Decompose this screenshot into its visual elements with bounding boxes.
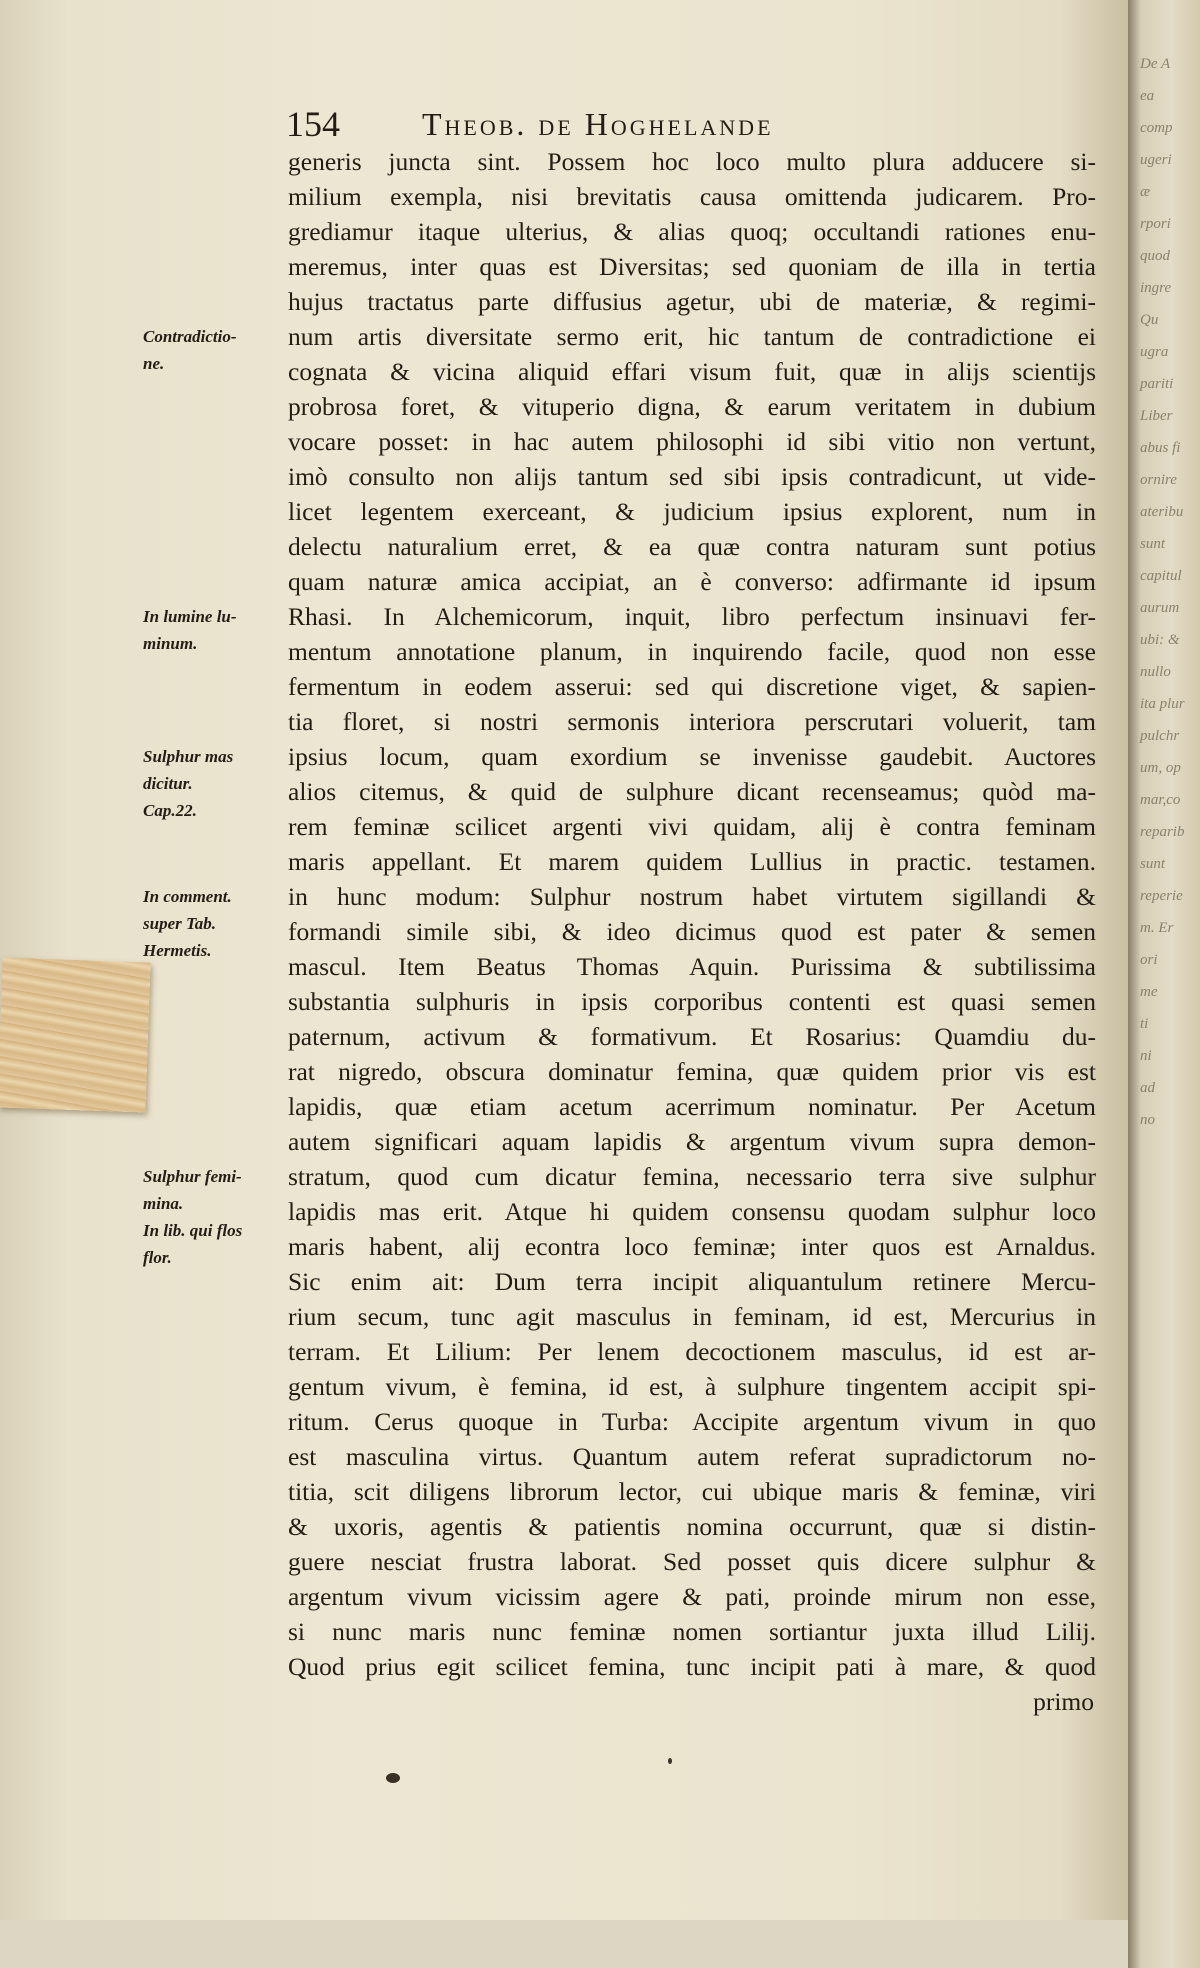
facing-page-fragment: nullo <box>1140 664 1171 680</box>
facing-page-fragment: sunt <box>1140 536 1166 552</box>
margin-note-line: flor. <box>143 1248 172 1267</box>
facing-page-fragment: reperie <box>1140 888 1183 904</box>
text-line: vocare posset: in hac autem philosophi id sibi vitio non vertunt, <box>288 427 1096 456</box>
text-line: ipsius locum, quam exordium se invenisse gaudebit. Auctores <box>288 742 1096 771</box>
facing-page-fragment: reparib <box>1140 824 1185 840</box>
facing-page-fragment: m. Er <box>1140 920 1174 936</box>
text-line: si nunc maris nunc feminæ nomen sortiantur juxta illud Lilij. <box>288 1617 1096 1646</box>
facing-page-fragment: pulchr <box>1140 728 1180 744</box>
text-line: fermentum in eodem asserui: sed qui discretione viget, & sapien- <box>288 672 1096 701</box>
text-line: est masculina virtus. Quantum autem referat supradictorum no- <box>288 1442 1096 1471</box>
text-line: formandi simile sibi, & ideo dicimus quod est pater & semen <box>288 917 1096 946</box>
margin-note-line: In lumine lu- <box>143 607 237 626</box>
facing-page-fragment: Qu <box>1140 312 1159 328</box>
facing-page-fragment: no <box>1140 1112 1155 1128</box>
text-line: rem feminæ scilicet argenti vivi quidam, alij è contra feminam <box>288 812 1096 841</box>
text-line: guere nesciat frustra laborat. Sed posset quis dicere sulphur & <box>288 1547 1096 1576</box>
text-line: tia floret, si nostri sermonis interiora perscrutari voluerit, tam <box>288 707 1096 736</box>
margin-note <box>143 1163 288 1271</box>
text-line: lapidis mas erit. Atque hi quidem consensu quodam sulphur loco <box>288 1197 1096 1226</box>
text-line: terram. Et Lilium: Per lenem decoctionem masculus, id est ar- <box>288 1337 1096 1366</box>
facing-page-fragment: rpori <box>1140 216 1171 232</box>
text-line: quam naturæ amica accipiat, an è converso: adfirmante id ipsum <box>288 567 1096 596</box>
text-line: rium secum, tunc agit masculus in feminam, id est, Mercurius in <box>288 1302 1096 1331</box>
main-text <box>288 144 1096 1719</box>
text-line: lapidis, quæ etiam acetum acerrimum nominatur. Per Acetum <box>288 1092 1096 1121</box>
text-line: titia, scit diligens librorum lector, cui ubique maris & feminæ, viri <box>288 1477 1096 1506</box>
text-line: generis juncta sint. Possem hoc loco multo plura adducere si- <box>288 147 1096 176</box>
facing-page-fragment: ori <box>1140 952 1158 968</box>
text-line: ritum. Cerus quoque in Turba: Accipite argentum vivum in quo <box>288 1407 1096 1436</box>
facing-page-fragment: mar,co <box>1140 792 1181 808</box>
facing-page-fragment: ingre <box>1140 280 1172 296</box>
margin-note-line: Hermetis. <box>143 941 212 960</box>
margin-note-line: Sulphur mas <box>143 747 234 766</box>
margin-note-line: In comment. <box>143 887 232 906</box>
text-line: probrosa foret, & vituperio digna, & earum veritatem in dubium <box>288 392 1096 421</box>
facing-page-fragment: ti <box>1140 1016 1149 1032</box>
running-head: Theob. de Hoghelande <box>422 106 774 142</box>
facing-page-fragment: comp <box>1140 120 1173 136</box>
text-line: stratum, quod cum dicatur femina, necessario terra sive sulphur <box>288 1162 1096 1191</box>
text-line: paternum, activum & formativum. Et Rosarius: Quamdiu du- <box>288 1022 1096 1051</box>
margin-note-line: minum. <box>143 634 198 653</box>
text-line: Rhasi. In Alchemicorum, inquit, libro perfectum insinuavi fer- <box>288 602 1096 631</box>
facing-page-fragment: aurum <box>1140 600 1180 616</box>
text-line: maris appellant. Et marem quidem Lullius in practic. testamen. <box>288 847 1096 876</box>
page-header <box>286 100 1096 148</box>
facing-page-fragment: me <box>1140 984 1158 1000</box>
text-line: delectu naturalium erret, & ea quæ contra naturam sunt potius <box>288 532 1096 561</box>
facing-page-fragment: Liber <box>1140 408 1173 424</box>
facing-page-fragment: ni <box>1140 1048 1152 1064</box>
text-line: imò consulto non alijs tantum sed sibi ipsis contradicunt, ut vide- <box>288 462 1096 491</box>
text-line: argentum vivum vicissim agere & pati, proinde mirum non esse, <box>288 1582 1096 1611</box>
margin-note-line: Cap.22. <box>143 801 197 820</box>
facing-page-fragment: ugeri <box>1140 152 1172 168</box>
margin-note-line: ne. <box>143 354 165 373</box>
facing-page-fragment: sunt <box>1140 856 1166 872</box>
text-line: grediamur itaque ulterius, & alias quoq; occultandi rationes enu- <box>288 217 1096 246</box>
text-line: Sic enim ait: Dum terra incipit aliquantulum retinere Mercu- <box>288 1267 1096 1296</box>
facing-page-fragment: ateribu <box>1140 504 1184 520</box>
facing-page-fragment: De A <box>1140 56 1171 72</box>
facing-page-edge <box>1128 0 1200 1968</box>
paper-bookmark <box>0 957 151 1112</box>
facing-page-fragment: ad <box>1140 1080 1155 1096</box>
text-line: Quod prius egit scilicet femina, tunc incipit pati à mare, & quod <box>288 1652 1096 1681</box>
margin-note-line: Contradictio- <box>143 327 237 346</box>
text-line: licet legentem exerceant, & judicium ipsius explorent, num in <box>288 497 1096 526</box>
text-line: rat nigredo, obscura dominatur femina, quæ quidem prior vis est <box>288 1057 1096 1086</box>
ink-speck <box>386 1773 400 1783</box>
text-line: mentum annotatione planum, in inquirendo facile, quod non esse <box>288 637 1096 666</box>
text-line: alios citemus, & quid de sulphure dicant recenseamus; quòd ma- <box>288 777 1096 806</box>
text-line: gentum vivum, è femina, id est, à sulphure tingentem accipit spi- <box>288 1372 1096 1401</box>
facing-page-fragment: abus fi <box>1140 440 1181 456</box>
text-line: maris habent, alij econtra loco feminæ; inter quos est Arnaldus. <box>288 1232 1096 1261</box>
text-line: milium exempla, nisi brevitatis causa omittenda judicarem. Pro- <box>288 182 1096 211</box>
facing-page-fragment: ubi: & <box>1140 632 1180 648</box>
facing-page-fragment: ugra <box>1140 344 1169 360</box>
facing-page-fragment: æ <box>1140 184 1151 200</box>
text-line: substantia sulphuris in ipsis corporibus contenti est quasi semen <box>288 987 1096 1016</box>
facing-page-fragment: um, op <box>1140 760 1181 776</box>
facing-page-fragment: ita plur <box>1140 696 1185 712</box>
text-line: & uxoris, agentis & patientis nomina occurrunt, quæ si distin- <box>288 1512 1096 1541</box>
margin-note-line: mina. <box>143 1194 184 1213</box>
text-line: meremus, inter quas est Diversitas; sed quoniam de illa in tertia <box>288 252 1096 281</box>
margin-note-line: dicitur. <box>143 774 193 793</box>
text-line: in hunc modum: Sulphur nostrum habet virtutem sigillandi & <box>288 882 1096 911</box>
facing-page-fragment: capitul <box>1140 568 1182 584</box>
margin-note-line: Sulphur femi- <box>143 1167 242 1186</box>
margin-note-line: In lib. qui flos <box>143 1221 243 1240</box>
margin-note-line: super Tab. <box>143 914 217 933</box>
text-line: num artis diversitate sermo erit, hic tantum de contradictione ei <box>288 322 1096 351</box>
text-line: autem significari aquam lapidis & argentum vivum supra demon- <box>288 1127 1096 1156</box>
margin-note <box>143 743 288 824</box>
page-number: 154 <box>286 104 340 144</box>
text-line: mascul. Item Beatus Thomas Aquin. Purissima & subtilissima <box>288 952 1096 981</box>
facing-page-fragment: ea <box>1140 88 1155 104</box>
margin-note <box>143 323 288 377</box>
facing-page-fragment: pariti <box>1140 376 1174 392</box>
facing-page-fragment: ornire <box>1140 472 1177 488</box>
facing-page-fragment: quod <box>1140 248 1170 264</box>
margin-note <box>143 603 288 657</box>
catchword: primo <box>1033 1687 1094 1716</box>
ink-speck <box>668 1758 672 1764</box>
margin-note <box>143 883 288 964</box>
text-line: cognata & vicina aliquid effari visum fuit, quæ in alijs scientijs <box>288 357 1096 386</box>
text-line: hujus tractatus parte diffusius agetur, ubi de materiæ, & regimi- <box>288 287 1096 316</box>
